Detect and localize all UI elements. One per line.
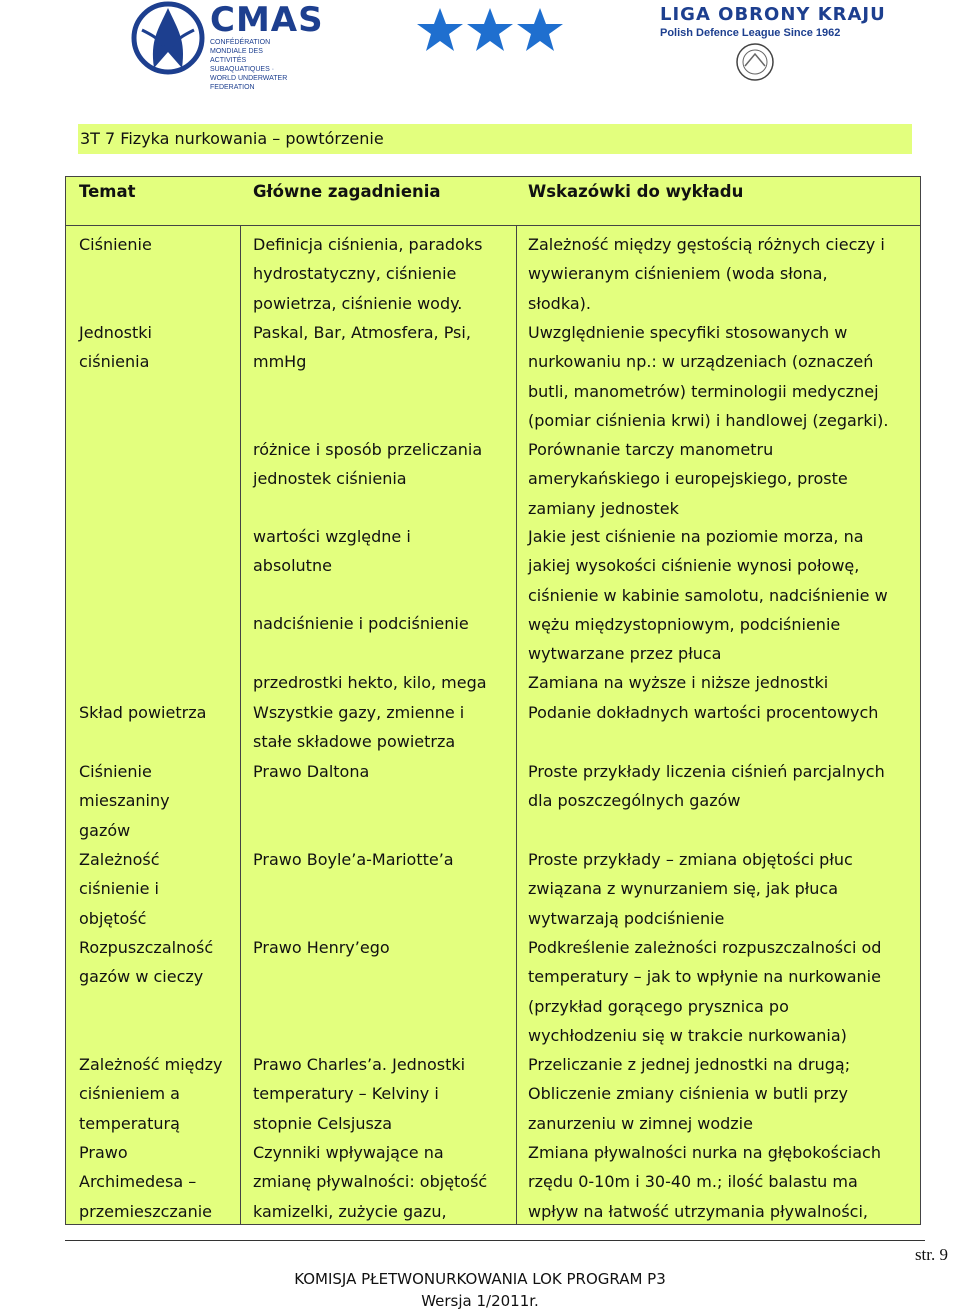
cmas-logo-text: CMAS: [210, 0, 324, 40]
cmas-logo-subtitle: CONFÉDÉRATION MONDIALE DES ACTIVITÉS SUBAQUATIQUES · WORLD UNDERWATER FEDERATION: [210, 39, 288, 91]
lecture-hint-cell: Porównanie tarczy manometru amerykańskiego i europejskiego, proste zamiany jednostek: [528, 440, 848, 518]
lecture-hint-cell: Zmiana pływalności nurka na głębokościach rzędu 0-10m i 30-40 m.; ilość balastu ma wpływ na łatwość utrzymania pływalności,: [528, 1143, 881, 1221]
lecture-hint-cell: Proste przykłady liczenia ciśnień parcjalnych dla poszczególnych gazów: [528, 762, 885, 811]
issue-cell: Prawo Boyle’a-Mariotte’a: [253, 850, 454, 869]
footer-program: KOMISJA PŁETWONURKOWANIA LOK PROGRAM P3: [294, 1270, 666, 1288]
page-header: [0, 0, 960, 91]
lecture-hint-cell: Podanie dokładnych wartości procentowych: [528, 703, 879, 722]
issue-cell: Prawo Charles’a. Jednostki temperatury – Kelviny i stopnie Celsjusza: [253, 1055, 466, 1133]
header-glowne-zagadnienia: Główne zagadnienia: [253, 182, 441, 201]
lecture-hint-cell: Zależność między gęstością różnych cieczy i wywieranym ciśnieniem (woda słona, słodka).: [528, 235, 885, 313]
lecture-hint-cell: Podkreślenie zależności rozpuszczalności od temperatury – jak to wpłynie na nurkowanie (przykład gorącego prysznica po wychłodzeniu się w trakcie nurkowania): [528, 938, 882, 1045]
issue-cell: Prawo Daltona: [253, 762, 370, 781]
footer-divider: [65, 1240, 925, 1241]
topic-cell: Zależność między ciśnieniem a temperaturą: [79, 1055, 223, 1133]
issue-cell: Czynniki wpływające na zmianę pływalności: objętość kamizelki, zużycie gazu,: [253, 1143, 488, 1221]
topic-cell: Ciśnienie mieszaniny gazów: [79, 762, 170, 840]
issue-cell: Paskal, Bar, Atmosfera, Psi, mmHg: [253, 323, 471, 372]
document-title: 3T 7 Fizyka nurkowania – powtórzenie: [78, 124, 912, 154]
issue-cell: przedrostki hekto, kilo, mega: [253, 673, 487, 692]
topic-cell: Zależność ciśnienie i objętość: [79, 850, 160, 928]
header-wskazowki: Wskazówki do wykładu: [528, 182, 744, 201]
three-stars-icon: [415, 6, 565, 56]
footer-version: Wersja 1/2011r.: [421, 1292, 539, 1310]
topic-cell: Rozpuszczalność gazów w cieczy: [79, 938, 214, 987]
column-divider: [516, 225, 517, 1225]
lok-logo-subtitle: Polish Defence League Since 1962: [660, 27, 841, 39]
lecture-hint-cell: Jakie jest ciśnienie na poziomie morza, na jakiej wysokości ciśnienie wynosi połowę, ciśnienie w kabinie samolotu, nadciśnienie w wężu międzystopniowym, podciśnienie wytwarzane przez płuca: [528, 527, 888, 664]
issue-cell: Prawo Henry’ego: [253, 938, 390, 957]
issue-cell: Wszystkie gazy, zmienne i stałe składowe powietrza: [253, 703, 465, 752]
lecture-hint-cell: Przeliczanie z jednej jednostki na drugą; Obliczenie zmiany ciśnienia w butli przy zanurzeniu w zimnej wodzie: [528, 1055, 851, 1133]
lok-logo-title: LIGA OBRONY KRAJU: [660, 4, 886, 25]
lecture-hint-cell: Zamiana na wyższe i niższe jednostki: [528, 673, 829, 692]
header-temat: Temat: [79, 182, 136, 201]
issue-cell: różnice i sposób przeliczania jednostek ciśnienia: [253, 440, 483, 489]
page-number: str. 9: [914, 1245, 948, 1264]
lecture-hint-cell: Uwzględnienie specyfiki stosowanych w nurkowaniu np.: w urządzeniach (oznaczeń butli, manometrów) terminologii medycznej (pomiar ciśnienia krwi) i handlowej (zegarki).: [528, 323, 889, 430]
topic-cell: Skład powietrza: [79, 703, 207, 722]
topic-cell: Prawo Archimedesa – przemieszczanie: [79, 1143, 213, 1221]
topic-cell: Jednostki ciśnienia: [79, 323, 152, 372]
lecture-hint-cell: Proste przykłady – zmiana objętości płuc związana z wynurzaniem się, jak płuca wytwarzają podciśnienie: [528, 850, 853, 928]
column-divider: [240, 225, 241, 1225]
issue-cell: Definicja ciśnienia, paradoks hydrostatyczny, ciśnienie powietrza, ciśnienie wody.: [253, 235, 483, 313]
topic-cell: Ciśnienie: [79, 235, 152, 254]
header-divider: [66, 225, 920, 226]
issue-cell: wartości względne i absolutne: [253, 527, 411, 576]
issue-cell: nadciśnienie i podciśnienie: [253, 614, 469, 633]
lok-badge-icon: [735, 42, 775, 82]
topics-table: [65, 176, 921, 1225]
